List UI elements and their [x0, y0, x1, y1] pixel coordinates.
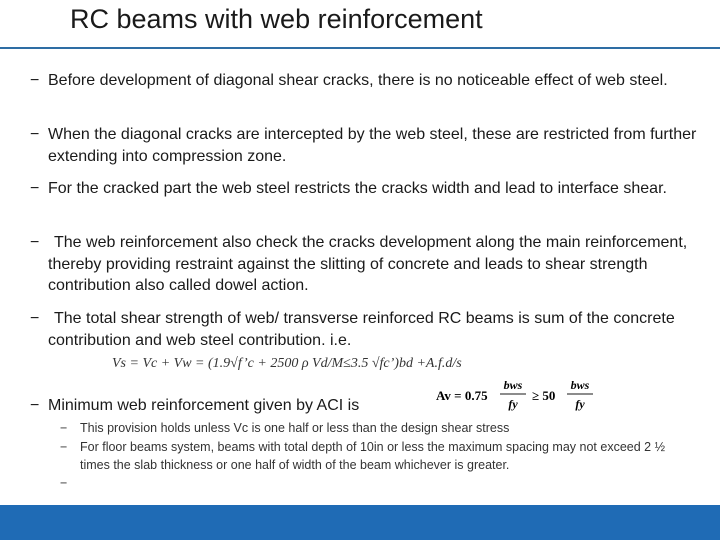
- sub-bullet-item: [60, 438, 680, 474]
- formula-numerator-1: bws: [503, 378, 523, 392]
- bullet-dash: −: [30, 310, 40, 327]
- bullet-dash: −: [30, 234, 40, 251]
- sub-bullet-dash: −: [60, 421, 68, 435]
- slide-title: RC beams with web reinforcement: [70, 4, 483, 34]
- sub-bullet-text: For floor beams system, beams with total depth of 10in or less the maximum spacing may not exceed 2 ½ times the slab thickness or one half of width of the beam whichever is greater.: [80, 440, 665, 472]
- sub-bullet-text: This provision holds unless Vc is one half or less than the design shear stress: [80, 421, 510, 435]
- bullet-dash: −: [30, 72, 40, 89]
- formula-relation: ≥ 50: [532, 388, 556, 403]
- bullet-item: [30, 308, 700, 351]
- sub-bullet-dash: −: [60, 476, 68, 490]
- bullet-text: The total shear strength of web/ transverse reinforced RC beams is sum of the concrete contribution and web steel contribution. i.e.: [48, 310, 675, 349]
- bullet-item: [30, 178, 700, 200]
- bullet-item: [30, 232, 700, 297]
- formula-numerator-2: bws: [570, 378, 590, 392]
- bullet-text: The web reinforcement also check the cracks development along the main reinforcement, thereby providing restraint against the slitting of concrete and leads to shear strength contribution also called dowel action.: [48, 234, 688, 294]
- bullet-text: Minimum web reinforcement given by ACI is: [48, 397, 360, 414]
- sub-bullet-dash: −: [60, 440, 68, 454]
- bullet-item: [30, 124, 700, 167]
- bullet-text: For the cracked part the web steel restricts the cracks width and lead to interface shear.: [48, 180, 667, 197]
- formula-denominator-2: fy: [575, 397, 585, 411]
- bullet-item: [30, 70, 700, 92]
- title-divider: [0, 47, 720, 49]
- bullet-dash: −: [30, 180, 40, 197]
- bullet-text: When the diagonal cracks are intercepted by the web steel, these are restricted from further extending into compression zone.: [48, 126, 697, 165]
- shear-strength-equation: Vs = Vc + Vw = (1.9√f’c + 2500 ρ Vd/M≤3.5 √fc’)bd +A.f.d/s: [112, 356, 462, 371]
- formula-denominator-1: fy: [508, 397, 518, 411]
- min-web-reinforcement-formula: [428, 373, 604, 417]
- bullet-text: Before development of diagonal shear cracks, there is no noticeable effect of web steel.: [48, 72, 668, 89]
- bullet-dash: −: [30, 397, 40, 414]
- bullet-dash: −: [30, 126, 40, 143]
- formula-lhs: Av = 0.75: [436, 388, 488, 403]
- footer-bar: [0, 505, 720, 540]
- sub-bullet-item: [60, 419, 680, 437]
